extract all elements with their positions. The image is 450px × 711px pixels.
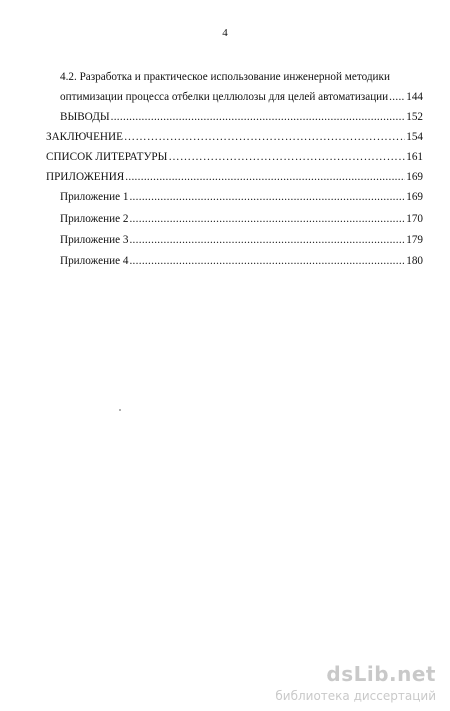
- toc-page-number: 144: [406, 91, 423, 103]
- toc-entry-label: ПРИЛОЖЕНИЯ: [46, 171, 125, 183]
- toc-entry-label: Приложение 2: [60, 213, 129, 225]
- dot-leader: [124, 130, 405, 144]
- toc-entry-label: ЗАКЛЮЧЕНИЕ: [46, 131, 123, 143]
- toc-page-number: 169: [406, 191, 423, 203]
- dot-leader: [125, 170, 405, 184]
- toc-entry-label: ВЫВОДЫ: [60, 111, 110, 123]
- dot-leader: [129, 212, 405, 226]
- toc-entry-appendix-4: [60, 254, 423, 268]
- toc-section-4-2-title-line1: 4.2. Разработка и практическое использование инженерной методики: [60, 71, 390, 83]
- toc-entry-conclusions: [60, 110, 423, 124]
- dot-leader: [111, 110, 406, 124]
- toc-entry-label: Приложение 1: [60, 191, 129, 203]
- watermark: [275, 663, 436, 703]
- toc-page-number: 169: [406, 171, 423, 183]
- toc-page-number: 161: [406, 151, 423, 163]
- toc-entry-references: [46, 150, 423, 164]
- toc-page-number: 180: [406, 255, 423, 267]
- dot-leader: [129, 233, 405, 247]
- dot-leader: [129, 254, 405, 268]
- toc-entry-appendix-3: [60, 233, 423, 247]
- toc-page-number: 152: [406, 111, 423, 123]
- dot-leader: [168, 150, 405, 164]
- toc-entry-label: Приложение 4: [60, 255, 129, 267]
- toc-page-number: 154: [406, 131, 423, 143]
- toc-entry-summary: [46, 130, 423, 144]
- dot-leader: [129, 190, 405, 204]
- dot-leader: [389, 90, 405, 104]
- watermark-subtitle: библиотека диссертаций: [275, 689, 436, 703]
- toc-entry-appendices: [46, 170, 423, 184]
- toc-entry-appendix-2: [60, 212, 423, 226]
- page-number: 4: [222, 27, 228, 39]
- toc-entry-label: Приложение 3: [60, 234, 129, 246]
- toc-entry-label: СПИСОК ЛИТЕРАТУРЫ: [46, 151, 168, 163]
- toc-page-number: 170: [406, 213, 423, 225]
- toc-page-number: 179: [406, 234, 423, 246]
- toc-section-4-2-title-line2: оптимизации процесса отбелки целлюлозы для целей автоматизации: [60, 91, 389, 103]
- toc-entry-section-4-2: [60, 90, 423, 104]
- scan-speck: [119, 409, 121, 411]
- watermark-logo: dsLib.net: [326, 662, 436, 686]
- toc-entry-appendix-1: [60, 190, 423, 204]
